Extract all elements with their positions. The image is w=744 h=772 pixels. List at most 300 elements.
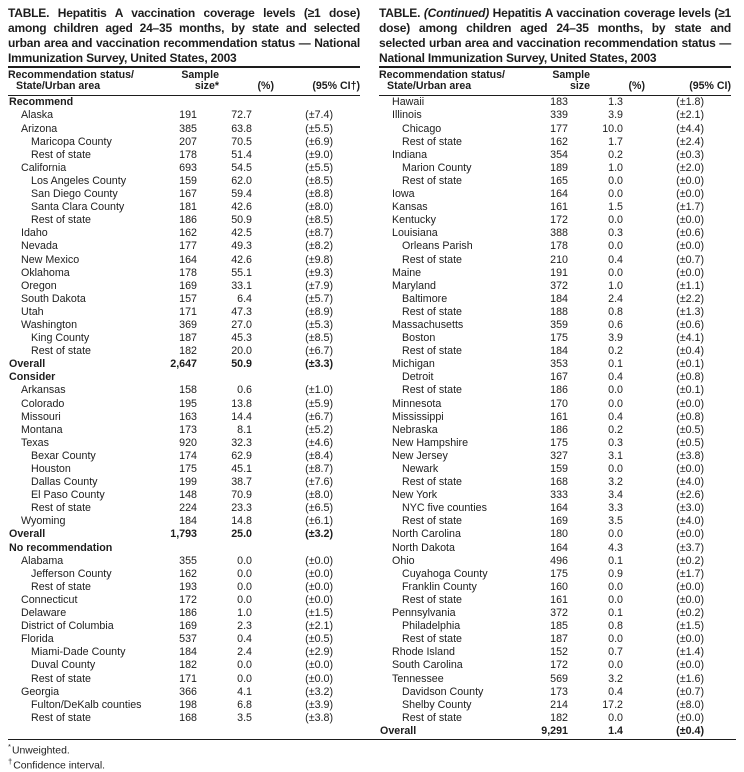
sample-size-value: 188 (550, 305, 568, 318)
sample-size-value: 537 (179, 633, 197, 646)
table-row (8, 293, 360, 306)
percent-value: 0.0 (237, 593, 252, 606)
sample-size-value: 177 (179, 240, 197, 253)
table-row (379, 607, 731, 620)
confidence-interval-value (254, 371, 338, 384)
row-label: Rest of state (31, 148, 91, 161)
row-label: King County (31, 332, 90, 345)
table-row (379, 358, 731, 371)
confidence-interval-value: (±8.7) (305, 227, 333, 240)
percent-value: 23.3 (231, 502, 252, 515)
row-label: Alabama (21, 554, 64, 567)
confidence-interval-value: (±0.0) (676, 633, 704, 646)
percent-value: 0.0 (608, 240, 623, 253)
sample-size-value: 1,793 (170, 528, 197, 541)
table-row (379, 463, 731, 476)
confidence-interval-value: (±0.0) (676, 463, 704, 476)
confidence-interval-value: (±5.2) (305, 423, 333, 436)
percent-value: 4.3 (608, 541, 623, 554)
row-label: San Diego County (31, 188, 118, 201)
percent-value: 49.3 (231, 240, 252, 253)
table-row (8, 384, 360, 397)
percent-value: 0.0 (237, 580, 252, 593)
percent-value: 6.8 (237, 698, 252, 711)
confidence-interval-value: (±1.4) (676, 646, 704, 659)
percent-value: 3.3 (608, 502, 623, 515)
percent-value: 59.4 (231, 188, 252, 201)
confidence-interval-value: (±3.0) (676, 502, 704, 515)
header-line1: Recommendation status/ (8, 69, 134, 81)
sample-size-value: 920 (179, 436, 197, 449)
percent-value: 0.0 (608, 659, 623, 672)
header-percent: (%) (257, 80, 274, 92)
table-row (379, 188, 731, 201)
table-row (8, 712, 360, 725)
row-label: Maricopa County (31, 135, 112, 148)
row-label: Rest of state (402, 476, 462, 489)
percent-value: 3.2 (608, 672, 623, 685)
title-continued: (Continued) (423, 6, 490, 20)
row-label: Wyoming (21, 515, 66, 528)
sample-size-value: 372 (550, 279, 568, 292)
confidence-interval-value: (±0.0) (305, 554, 333, 567)
percent-value: 0.6 (608, 318, 623, 331)
section-header-row (8, 96, 360, 109)
table-row (379, 398, 731, 411)
confidence-interval-value: (±6.9) (305, 135, 333, 148)
sample-size-value: 333 (550, 489, 568, 502)
sample-size-value: 224 (179, 502, 197, 515)
table-row (8, 646, 360, 659)
sample-size-value: 158 (179, 384, 197, 397)
column-headers-right (379, 68, 731, 95)
confidence-interval-value: (±2.2) (676, 292, 704, 305)
confidence-interval-value: (±8.8) (305, 188, 333, 201)
sample-size-value: 148 (179, 489, 197, 502)
confidence-interval-value: (±9.0) (305, 148, 333, 161)
percent-value: 0.8 (608, 620, 623, 633)
row-label: Jefferson County (31, 567, 112, 580)
table-row (379, 568, 731, 581)
row-label: Recommend (9, 96, 74, 109)
header-sample: Sample (552, 69, 590, 81)
percent-value: 2.3 (237, 620, 252, 633)
percent-value: 62.9 (231, 449, 252, 462)
row-label: Rest of state (31, 502, 91, 515)
row-label: Rhode Island (392, 646, 455, 659)
confidence-interval-value: (±0.0) (305, 593, 333, 606)
percent-value: 32.3 (231, 436, 252, 449)
table-row (379, 109, 731, 122)
confidence-interval-value: (±3.2) (305, 685, 333, 698)
footnote-marker: † (8, 757, 13, 767)
footnotes (8, 740, 736, 772)
row-label: South Dakota (21, 292, 86, 305)
sample-size-value: 2,647 (170, 358, 197, 371)
confidence-interval-value: (±0.0) (676, 711, 704, 724)
sample-size-value: 172 (179, 593, 197, 606)
confidence-interval-value: (±7.9) (305, 279, 333, 292)
confidence-interval-value: (±0.0) (676, 593, 704, 606)
sample-size-value: 171 (179, 672, 197, 685)
percent-value: 3.9 (608, 109, 623, 122)
row-label: Minnesota (392, 397, 442, 410)
percent-value: 14.4 (231, 410, 252, 423)
table-row (379, 673, 731, 686)
footnote-ci (8, 757, 736, 772)
row-label: Louisiana (392, 227, 438, 240)
table-row (8, 411, 360, 424)
row-label: Tennessee (392, 672, 444, 685)
sample-size-value: 169 (550, 515, 568, 528)
percent-value: 0.3 (608, 227, 623, 240)
sample-size-value: 164 (550, 188, 568, 201)
header-line2: State/Urban area (16, 80, 101, 92)
row-label: Rest of state (31, 711, 91, 724)
section-header-row (8, 371, 360, 384)
table-row (379, 214, 731, 227)
sample-size-value: 167 (550, 371, 568, 384)
table-row (8, 476, 360, 489)
sample-size-value (149, 96, 199, 109)
row-label: New Hampshire (392, 436, 469, 449)
table-row (379, 489, 731, 502)
confidence-interval-value: (±5.7) (305, 292, 333, 305)
coverage-table-right (379, 6, 731, 738)
percent-value: 0.0 (608, 711, 623, 724)
confidence-interval-value: (±0.7) (676, 253, 704, 266)
table-row (379, 254, 731, 267)
row-label: California (21, 161, 67, 174)
table-row (379, 319, 731, 332)
row-label: Dallas County (31, 476, 98, 489)
sample-size-value: 353 (550, 358, 568, 371)
table-row (379, 149, 731, 162)
confidence-interval-value: (±0.6) (676, 227, 704, 240)
title-lead: TABLE. (8, 6, 50, 20)
sample-size-value (149, 542, 199, 555)
table-body-left (8, 96, 360, 725)
table-row (8, 136, 360, 149)
row-label: Montana (21, 423, 63, 436)
sample-size-value: 207 (179, 135, 197, 148)
sample-size-value: 180 (550, 528, 568, 541)
sample-size-value: 354 (550, 148, 568, 161)
percent-value: 0.7 (608, 646, 623, 659)
confidence-interval-value: (±8.0) (676, 698, 704, 711)
confidence-interval-value: (±7.4) (305, 109, 333, 122)
confidence-interval-value: (±0.0) (676, 397, 704, 410)
percent-value: 10.0 (602, 122, 623, 135)
sample-size-value: 178 (550, 240, 568, 253)
percent-value: 47.3 (231, 305, 252, 318)
confidence-interval-value: (±2.1) (305, 620, 333, 633)
row-label: Rest of state (402, 253, 462, 266)
table-body-right (379, 96, 731, 738)
confidence-interval-value: (±2.0) (676, 161, 704, 174)
percent-value: 0.3 (608, 436, 623, 449)
row-label: Rest of state (402, 305, 462, 318)
percent-value: 45.3 (231, 332, 252, 345)
sample-size-value: 186 (179, 214, 197, 227)
header-size: size (569, 80, 590, 92)
row-label: New Jersey (392, 449, 448, 462)
row-label: Marion County (402, 161, 472, 174)
percent-value: 20.0 (231, 345, 252, 358)
confidence-interval-value: (±8.0) (305, 489, 333, 502)
table-row (379, 123, 731, 136)
row-label: Nevada (21, 240, 58, 253)
sample-size-value: 182 (179, 345, 197, 358)
row-label: Florida (21, 633, 54, 646)
sample-size-value: 175 (550, 332, 568, 345)
row-label: Hawaii (392, 96, 425, 109)
table-row (379, 542, 731, 555)
percent-value: 2.4 (608, 292, 623, 305)
percent-value: 0.9 (608, 567, 623, 580)
sample-size-value: 184 (179, 515, 197, 528)
page-footer (8, 739, 736, 772)
row-label: Cuyahoga County (402, 567, 488, 580)
table-row (379, 371, 731, 384)
table-row (379, 175, 731, 188)
sample-size-value: 171 (179, 305, 197, 318)
confidence-interval-value: (±2.6) (676, 489, 704, 502)
confidence-interval-value: (±8.5) (305, 174, 333, 187)
sample-size-value: 165 (550, 174, 568, 187)
sample-size-value: 168 (179, 711, 197, 724)
row-label: Delaware (21, 607, 67, 620)
confidence-interval-value: (±6.7) (305, 410, 333, 423)
percent-value: 0.4 (237, 633, 252, 646)
confidence-interval-value: (±0.1) (676, 384, 704, 397)
percent-value: 3.1 (608, 449, 623, 462)
coverage-table-left (8, 6, 360, 738)
confidence-interval-value: (±8.5) (305, 214, 333, 227)
table-row (8, 123, 360, 136)
table-row (8, 515, 360, 528)
sample-size-value: 161 (550, 201, 568, 214)
percent-value (199, 542, 254, 555)
row-label: Pennsylvania (392, 607, 456, 620)
sample-size-value: 195 (179, 397, 197, 410)
sample-size-value: 214 (550, 698, 568, 711)
sample-size-value (149, 371, 199, 384)
row-label: Houston (31, 463, 71, 476)
sample-size-value: 184 (179, 646, 197, 659)
sample-size-value: 183 (550, 96, 568, 109)
confidence-interval-value: (±5.9) (305, 397, 333, 410)
confidence-interval-value: (±8.0) (305, 201, 333, 214)
sample-size-value: 152 (550, 646, 568, 659)
percent-value: 8.1 (237, 423, 252, 436)
sample-size-value: 167 (179, 188, 197, 201)
row-label: Rest of state (31, 672, 91, 685)
confidence-interval-value: (±3.9) (305, 698, 333, 711)
header-sample: Sample (181, 69, 219, 81)
confidence-interval-value: (±0.5) (305, 633, 333, 646)
percent-value: 0.0 (608, 397, 623, 410)
sample-size-value: 191 (179, 109, 197, 122)
confidence-interval-value: (±0.0) (676, 528, 704, 541)
table-row (379, 437, 731, 450)
confidence-interval-value: (±5.5) (305, 122, 333, 135)
confidence-interval-value: (±1.8) (676, 96, 704, 109)
table-row (379, 280, 731, 293)
row-label: Ohio (392, 554, 415, 567)
table-row (379, 686, 731, 699)
sample-size-value: 168 (550, 476, 568, 489)
sample-size-value: 175 (179, 463, 197, 476)
sample-size-value: 366 (179, 685, 197, 698)
table-title-left (8, 6, 360, 66)
table-row (8, 280, 360, 293)
row-label: Chicago (402, 122, 442, 135)
sample-size-value: 327 (550, 449, 568, 462)
confidence-interval-value: (±0.0) (676, 580, 704, 593)
sample-size-value: 175 (550, 567, 568, 580)
table-row (8, 424, 360, 437)
table-row (8, 149, 360, 162)
percent-value: 0.4 (608, 253, 623, 266)
table-row (8, 594, 360, 607)
sample-size-value: 186 (550, 423, 568, 436)
row-label: Georgia (21, 685, 60, 698)
percent-value: 55.1 (231, 266, 252, 279)
table-row (379, 293, 731, 306)
confidence-interval-value: (±0.5) (676, 423, 704, 436)
percent-value: 42.5 (231, 227, 252, 240)
sample-size-value: 164 (550, 541, 568, 554)
table-row (379, 240, 731, 253)
sample-size-value: 184 (550, 292, 568, 305)
table-title-right (379, 6, 731, 66)
confidence-interval-value: (±1.1) (676, 279, 704, 292)
sample-size-value: 569 (550, 672, 568, 685)
sample-size-value: 186 (179, 607, 197, 620)
row-label: Rest of state (31, 345, 91, 358)
sample-size-value: 177 (550, 122, 568, 135)
row-label: Bexar County (31, 449, 96, 462)
row-label: Philadelphia (402, 620, 461, 633)
row-label: District of Columbia (21, 620, 114, 633)
table-row (379, 384, 731, 397)
row-label: Rest of state (402, 593, 462, 606)
percent-value: 0.0 (608, 188, 623, 201)
confidence-interval-value: (±6.1) (305, 515, 333, 528)
sample-size-value: 161 (550, 410, 568, 423)
confidence-interval-value: (±0.4) (676, 345, 704, 358)
confidence-interval-value: (±3.3) (305, 358, 333, 371)
sample-size-value: 162 (179, 227, 197, 240)
row-label: New Mexico (21, 253, 80, 266)
percent-value: 17.2 (602, 698, 623, 711)
confidence-interval-value: (±1.5) (305, 607, 333, 620)
confidence-interval-value: (±3.8) (676, 449, 704, 462)
percent-value: 6.4 (237, 292, 252, 305)
confidence-interval-value: (±1.7) (676, 567, 704, 580)
row-label: Maryland (392, 279, 436, 292)
confidence-interval-value (254, 542, 338, 555)
percent-value: 0.4 (608, 371, 623, 384)
row-label: South Carolina (392, 659, 463, 672)
table-row (8, 620, 360, 633)
confidence-interval-value: (±5.5) (305, 161, 333, 174)
percent-value: 1.4 (608, 724, 623, 737)
header-ci: (95% CI) (689, 80, 731, 92)
confidence-interval-value: (±6.7) (305, 345, 333, 358)
percent-value: 62.0 (231, 174, 252, 187)
table-row (8, 109, 360, 122)
header-state-area (8, 70, 171, 92)
table-row (379, 633, 731, 646)
sample-size-value: 210 (550, 253, 568, 266)
table-row (379, 345, 731, 358)
row-label: Rest of state (402, 135, 462, 148)
table-row (379, 227, 731, 240)
row-label: Rest of state (31, 580, 91, 593)
row-label: New York (392, 489, 438, 502)
table-row (379, 699, 731, 712)
confidence-interval-value: (±1.0) (305, 384, 333, 397)
sample-size-value: 161 (550, 593, 568, 606)
row-label: Overall (9, 358, 46, 371)
table-row (8, 555, 360, 568)
confidence-interval-value: (±3.8) (305, 711, 333, 724)
table-row (379, 96, 731, 109)
sample-size-value: 170 (550, 397, 568, 410)
confidence-interval-value: (±4.0) (676, 515, 704, 528)
percent-value: 0.0 (608, 214, 623, 227)
sample-size-value: 162 (550, 135, 568, 148)
table-row (8, 227, 360, 240)
row-label: Mississippi (392, 410, 444, 423)
percent-value: 4.1 (237, 685, 252, 698)
sample-size-value: 189 (550, 161, 568, 174)
table-columns (8, 6, 736, 738)
sample-size-value: 339 (550, 109, 568, 122)
row-label: Consider (9, 371, 56, 384)
table-row (379, 136, 731, 149)
row-label: Orleans Parish (402, 240, 473, 253)
row-label: Rest of state (31, 214, 91, 227)
row-label: Overall (380, 724, 417, 737)
row-label: North Carolina (392, 528, 461, 541)
percent-value: 27.0 (231, 318, 252, 331)
row-label: Fulton/DeKalb counties (31, 698, 142, 711)
table-row (8, 398, 360, 411)
percent-value: 72.7 (231, 109, 252, 122)
sample-size-value: 199 (179, 476, 197, 489)
header-sample-size (542, 70, 592, 92)
row-label: North Dakota (392, 541, 455, 554)
percent-value: 13.8 (231, 397, 252, 410)
table-row (379, 581, 731, 594)
title-text: Hepatitis A vaccination coverage levels (≥1 dose) among children aged 24–35 months, by state and selected urban area and vaccination recommendation status — National Immunization Survey, United States, 2003 (379, 6, 731, 65)
sample-size-value: 169 (179, 279, 197, 292)
row-label: Franklin County (402, 580, 477, 593)
row-label: Santa Clara County (31, 201, 125, 214)
percent-value: 2.4 (237, 646, 252, 659)
row-label: Overall (9, 528, 46, 541)
column-headers-left (8, 68, 360, 95)
percent-value: 0.4 (608, 685, 623, 698)
sample-size-value: 160 (550, 580, 568, 593)
percent-value: 63.8 (231, 122, 252, 135)
header-line2: State/Urban area (387, 80, 472, 92)
sample-size-value: 693 (179, 161, 197, 174)
row-label: Iowa (392, 188, 415, 201)
